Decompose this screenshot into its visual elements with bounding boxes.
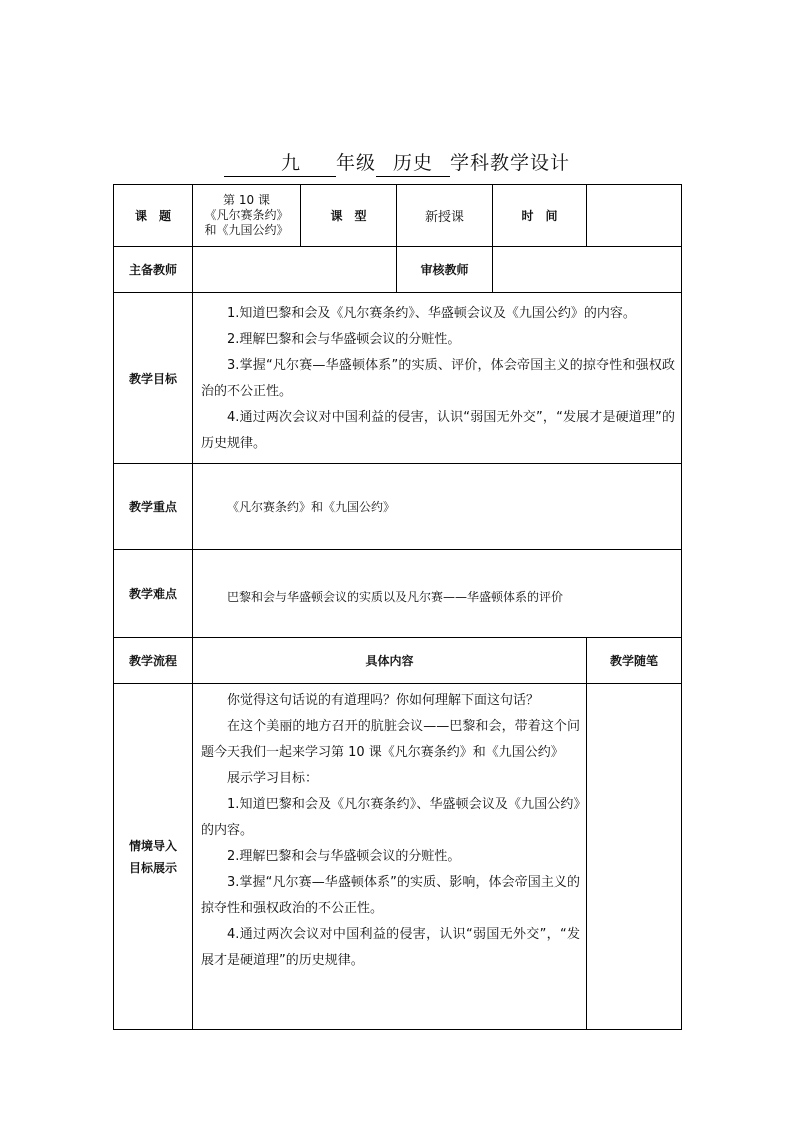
intro-paragraph: 2.理解巴黎和会与华盛顿会议的分赃性。 — [227, 849, 461, 864]
document-title — [0, 148, 794, 180]
lead-teacher-label: 主备教师 — [114, 247, 193, 293]
review-teacher-label: 审核教师 — [397, 247, 493, 293]
difficulties-label: 教学难点 — [114, 550, 193, 638]
key-points-label: 教学重点 — [114, 464, 193, 550]
objective-item: 3.掌握“凡尔赛—华盛顿体系”的实质、评价，体会帝国主义的掠夺性和强权政治的不公正性。 — [201, 358, 675, 399]
time-label: 时 间 — [493, 185, 587, 247]
lesson-title — [193, 185, 301, 247]
intro-paragraph: 1.知道巴黎和会及《凡尔赛条约》、华盛顿会议及《九国公约》的内容。 — [201, 797, 580, 838]
lesson-title-line2: 和《九国公约》 — [204, 223, 289, 237]
intro-content — [193, 684, 587, 1030]
intro-label-line1: 情境导入 — [128, 838, 177, 853]
flow-label: 教学流程 — [114, 638, 193, 684]
time-value — [587, 185, 682, 247]
review-teacher-value — [493, 247, 682, 293]
row-key-points — [114, 464, 682, 550]
row-topic — [114, 185, 682, 247]
objectives-content — [193, 293, 682, 464]
grade-suffix: 年级 — [335, 152, 376, 174]
intro-label — [114, 684, 193, 1030]
grade-blank: 九 — [224, 150, 336, 177]
row-flow-header — [114, 638, 682, 684]
objective-item: 4.通过两次会议对中国利益的侵害，认识“弱国无外交”，“发展才是硬道理”的历史规律。 — [201, 410, 675, 451]
objective-item: 1.知道巴黎和会及《凡尔赛条约》、华盛顿会议及《九国公约》的内容。 — [227, 306, 636, 321]
objective-item: 2.理解巴黎和会与华盛顿会议的分赃性。 — [227, 332, 461, 347]
key-points-text: 《凡尔赛条约》和《九国公约》 — [193, 464, 682, 550]
topic-label: 课 题 — [114, 185, 193, 247]
subject-blank: 历史 — [376, 150, 450, 177]
row-difficulties — [114, 550, 682, 638]
lesson-plan-table — [113, 184, 682, 1030]
row-intro — [114, 684, 682, 1030]
difficulties-text: 巴黎和会与华盛顿会议的实质以及凡尔赛——华盛顿体系的评价 — [193, 550, 682, 638]
intro-label-line2: 目标展示 — [128, 860, 177, 875]
row-teachers — [114, 247, 682, 293]
content-label: 具体内容 — [193, 638, 587, 684]
type-label: 课 型 — [301, 185, 397, 247]
title-suffix: 学科教学设计 — [450, 152, 571, 174]
row-objectives — [114, 293, 682, 464]
type-value: 新授课 — [397, 185, 493, 247]
intro-paragraph: 4.通过两次会议对中国利益的侵害，认识“弱国无外交”，“发展才是硬道理”的历史规律。 — [201, 927, 580, 968]
intro-notes — [587, 684, 682, 1030]
objectives-label: 教学目标 — [114, 293, 193, 464]
intro-paragraph: 你觉得这句话说的有道理吗？你如何理解下面这句话？ — [227, 693, 540, 708]
lesson-title-line1: 《凡尔赛条约》 — [204, 208, 289, 222]
intro-paragraph: 3.掌握“凡尔赛—华盛顿体系”的实质、影响，体会帝国主义的掠夺性和强权政治的不公正性。 — [201, 875, 580, 916]
intro-paragraph: 展示学习目标： — [227, 771, 319, 786]
lead-teacher-value — [193, 247, 397, 293]
intro-paragraph: 在这个美丽的地方召开的肮脏会议——巴黎和会，带着这个问题今天我们一起来学习第 10 课《凡尔赛条约》和《九国公约》 — [201, 719, 580, 760]
lesson-number: 第 10 课 — [223, 193, 270, 207]
notes-label: 教学随笔 — [587, 638, 682, 684]
